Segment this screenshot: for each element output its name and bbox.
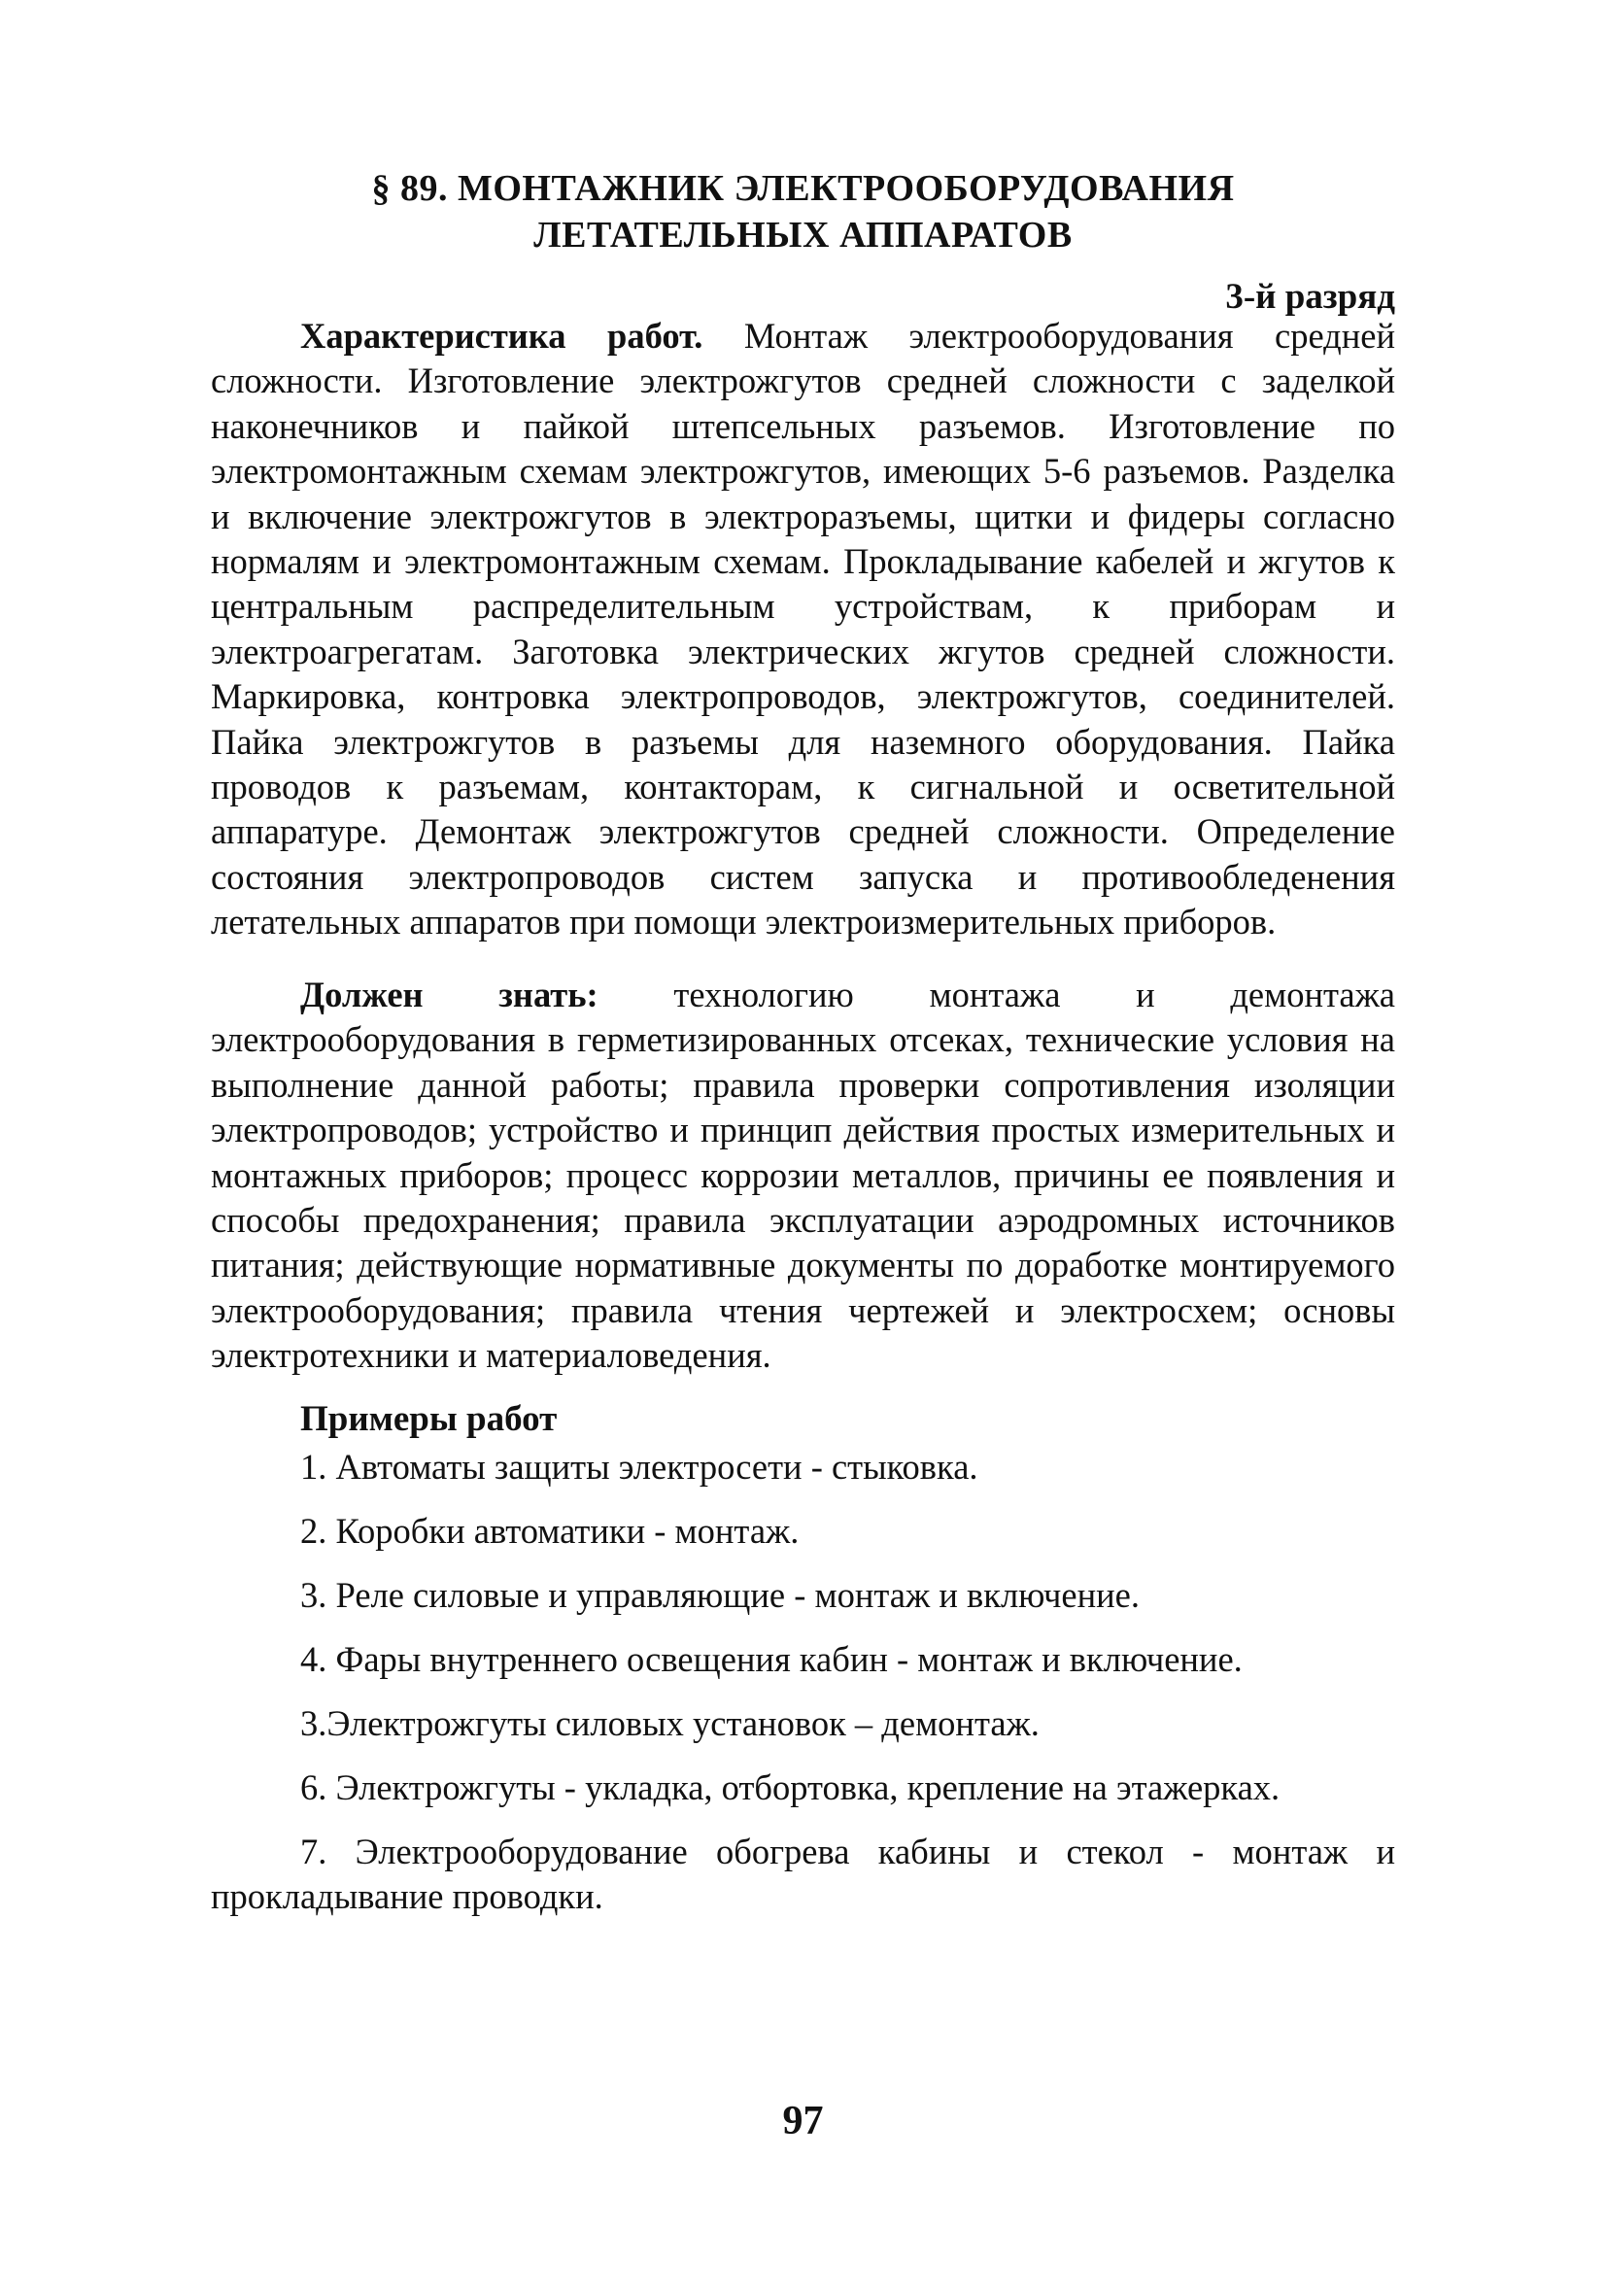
example-item-6: 6. Электрожгуты - укладка, отбортовка, крепление на этажерках. xyxy=(300,1767,1281,1807)
example-item-5: 3.Электрожгуты силовых установок – демонтаж. xyxy=(300,1703,1040,1743)
section-heading-line-2: ЛЕТАТЕЛЬНЫХ АППАРАТОВ xyxy=(533,215,1073,256)
knowledge-text: технологию монтажа и демонтажа электрооборудования в герметизированных отсеках, технические условия на выполнение данной работы; правила проверки сопротивления изоляции электропроводов; устройство и принцип действия простых измерительных и монтажных приборов; процесс коррозии металлов, причины ее появления и способы предохранения; правила эксплуатации аэродромных источников питания; действующие нормативные документы по доработке монтируемого электрооборудования; правила чтения чертежей и электросхем; основы электротехники и материаловедения. xyxy=(211,975,1396,1376)
section-heading xyxy=(194,165,1412,258)
knowledge-paragraph xyxy=(211,973,1395,1379)
example-item-4: 4. Фары внутреннего освещения кабин - монтаж и включение. xyxy=(300,1639,1243,1679)
examples-title: Примеры работ xyxy=(300,1399,558,1439)
knowledge-label: Должен знать: xyxy=(300,975,598,1014)
grade-label: 3-й разряд xyxy=(1225,277,1395,317)
example-item-1: 1. Автоматы защиты электросети - стыковка. xyxy=(300,1447,978,1487)
example-item-3: 3. Реле силовые и управляющие - монтаж и включение. xyxy=(300,1575,1140,1615)
example-item-2: 2. Коробки автоматики - монтаж. xyxy=(300,1511,800,1551)
example-item-7: 7. Электрооборудование обогрева кабины и стекол - монтаж и прокладывание проводки. xyxy=(211,1832,1395,1916)
characteristics-text: Монтаж электрооборудования средней сложности. Изготовление электрожгутов средней сложности с заделкой наконечников и пайкой штепсельных разъемов. Изготовление по электромонтажным схемам электрожгутов, имеющих 5-6 разъемов. Разделка и включение электрожгутов в электроразъемы, щитки и фидеры согласно нормалям и электромонтажным схемам. Прокладывание кабелей и жгутов к центральным распределительным устройствам, к приборам и электроагрегатам. Заготовка электрических жгутов средней сложности. Маркировка, контровка электропроводов, электрожгутов, соединителей. Пайка электрожгутов в разъемы для наземного оборудования. Пайка проводов к разъемам, контакторам, к сигнальной и осветительной аппаратуре. Демонтаж электрожгутов средней сложности. Определение состояния электропроводов систем запуска и противообледенения летательных аппаратов при помощи электроизмерительных приборов. xyxy=(211,316,1396,942)
page-number: 97 xyxy=(782,2099,824,2143)
characteristics-label: Характеристика работ. xyxy=(300,316,703,356)
section-heading-line-1: § 89. МОНТАЖНИК ЭЛЕКТРООБОРУДОВАНИЯ xyxy=(371,168,1235,209)
examples-list xyxy=(211,1445,1395,1938)
characteristics-paragraph xyxy=(211,314,1395,945)
